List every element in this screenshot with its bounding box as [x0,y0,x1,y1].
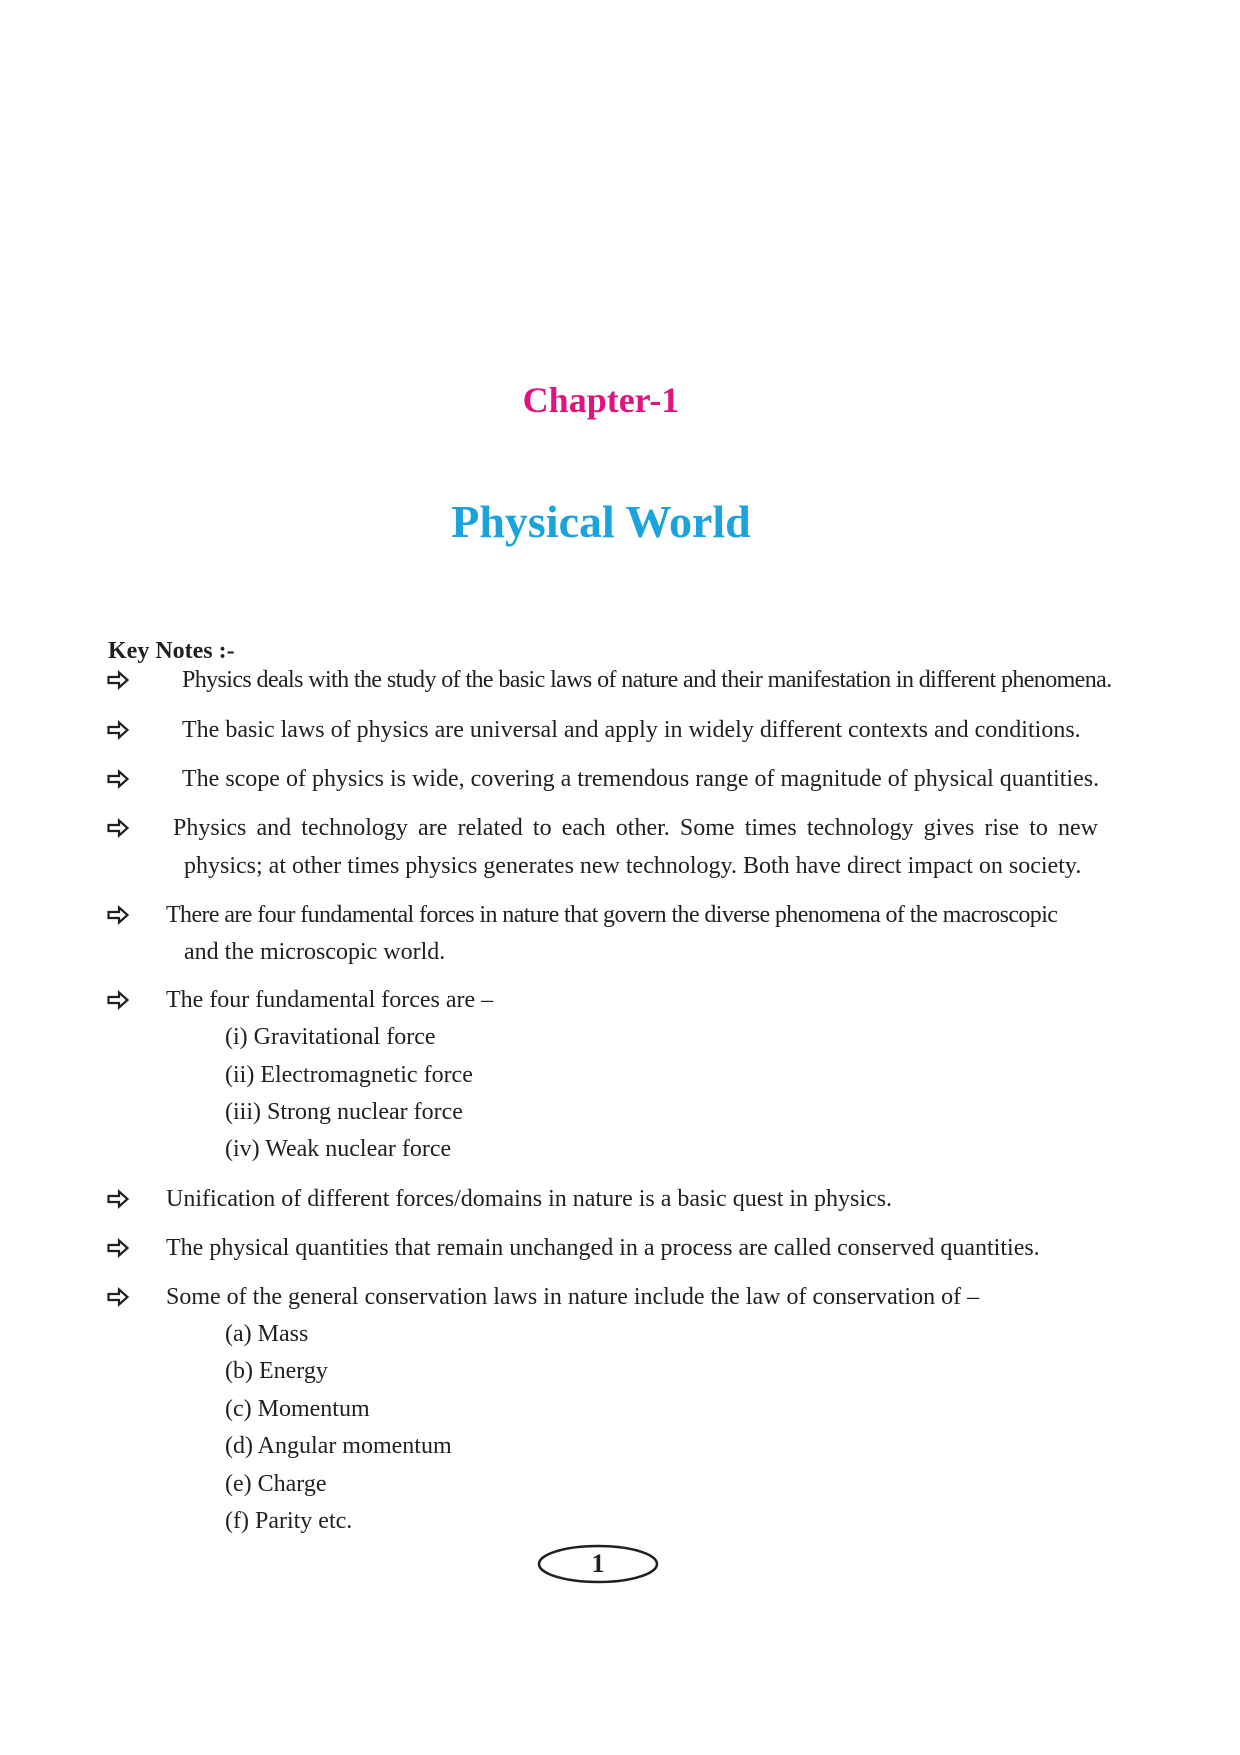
conservation-list-item: (f) Parity etc. [225,1508,353,1534]
key-note-text: The scope of physics is wide, covering a tremendous range of magnitude of physical quantities. [182,766,1100,792]
force-list-item: (iii) Strong nuclear force [225,1099,463,1125]
force-list-item: (iv) Weak nuclear force [225,1136,452,1162]
right-arrow-outline-icon [106,1282,132,1312]
key-note-text: The physical quantities that remain unchanged in a process are called conserved quantities. [166,1235,1040,1261]
right-arrow-outline-icon [106,1233,132,1263]
key-note-text: and the microscopic world. [184,939,446,965]
force-list-item: (ii) Electromagnetic force [225,1062,473,1088]
conservation-list-item: (c) Momentum [225,1396,370,1422]
key-note-text: physics; at other times physics generates new technology. Both have direct impact on society. [184,853,1082,879]
conservation-list-item: (b) Energy [225,1358,328,1384]
conservation-list-item: (a) Mass [225,1321,309,1347]
conservation-list-item: (e) Charge [225,1471,327,1497]
conservation-list-item: (d) Angular momentum [225,1433,452,1459]
key-note-text: Unification of different forces/domains in nature is a basic quest in physics. [166,1186,893,1212]
key-note-text: Physics and technology are related to each other. Some times technology gives rise to new [173,815,1098,841]
force-list-item: (i) Gravitational force [225,1024,436,1050]
right-arrow-outline-icon [106,665,132,695]
page-number-label: 1 [591,1549,605,1578]
key-note-text: The basic laws of physics are universal and apply in widely different contexts and conditions. [182,717,1081,743]
key-note-text: Some of the general conservation laws in nature include the law of conservation of – [166,1284,980,1310]
right-arrow-outline-icon [106,1184,132,1214]
right-arrow-outline-icon [106,715,132,745]
key-note-text: Physics deals with the study of the basic laws of nature and their manifestation in different phenomena. [182,667,1112,693]
key-notes-heading: Key Notes :- [108,638,235,664]
chapter-title: Physical World [451,496,751,547]
right-arrow-outline-icon [106,813,132,843]
right-arrow-outline-icon [106,985,132,1015]
chapter-label: Chapter-1 [522,380,680,420]
right-arrow-outline-icon [106,764,132,794]
right-arrow-outline-icon [106,900,132,930]
page-number [537,1544,659,1584]
key-note-text: The four fundamental forces are – [166,987,494,1013]
key-note-text: There are four fundamental forces in nature that govern the diverse phenomena of the macroscopic [166,902,1058,928]
